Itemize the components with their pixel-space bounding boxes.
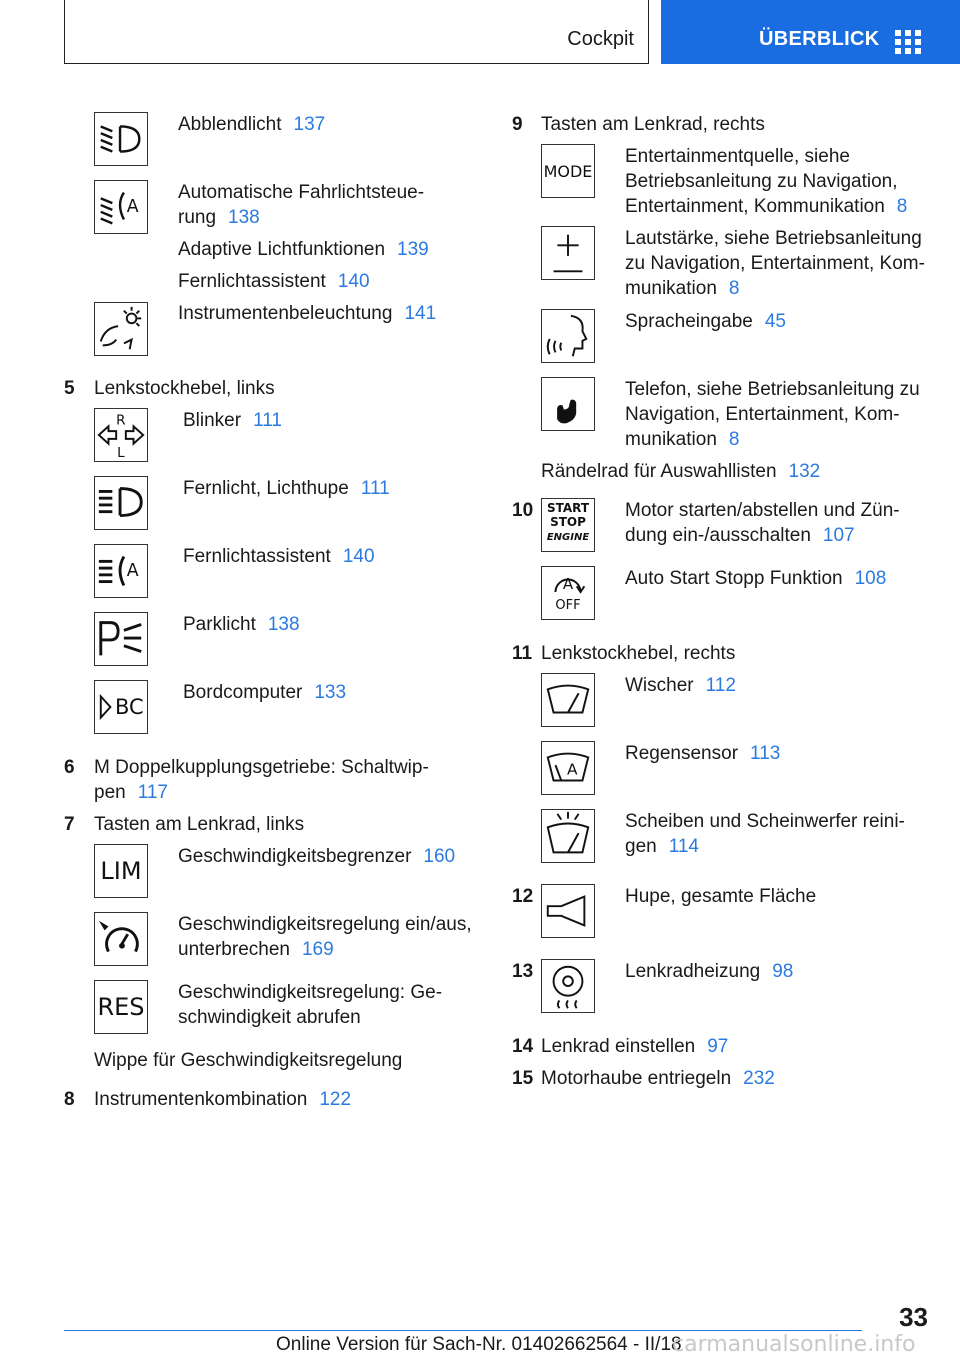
page-ref-link[interactable]: 108 bbox=[854, 568, 887, 589]
lim-button-icon: LIM bbox=[94, 844, 148, 898]
page-ref-link[interactable]: 8 bbox=[728, 429, 740, 450]
phone-icon bbox=[541, 377, 595, 431]
phone-text: Telefon, siehe Betriebsanleitung zu Navigation, Entertainment, Kom- munikation 8 bbox=[625, 379, 920, 450]
start-stop-text: Motor starten/abstellen und Zün- dung ein-/ausschalten 107 bbox=[625, 500, 900, 546]
page-ref-link[interactable]: 139 bbox=[397, 239, 429, 260]
page-ref-link[interactable]: 141 bbox=[404, 303, 437, 324]
raendelrad-text: Rändelrad für Auswahllisten 132 bbox=[541, 461, 821, 482]
hupe-text: Hupe, gesamte Fläche bbox=[625, 886, 817, 907]
item-number: 13 bbox=[512, 961, 534, 982]
scheiben-text: Scheiben und Scheinwerfer reini- gen 114 bbox=[625, 811, 905, 857]
page-ref-link[interactable]: 160 bbox=[423, 846, 456, 867]
voice-input-icon bbox=[541, 309, 595, 363]
page-ref-link[interactable]: 114 bbox=[668, 836, 699, 857]
footer-divider bbox=[64, 1330, 862, 1331]
grid-menu-icon[interactable] bbox=[895, 30, 921, 54]
page-ref-link[interactable]: 132 bbox=[788, 461, 821, 482]
item-heading: Lenkstockhebel, rechts bbox=[541, 643, 736, 664]
page-ref-link[interactable]: 113 bbox=[750, 743, 781, 764]
item-heading: Lenkstockhebel, links bbox=[94, 378, 275, 399]
svg-text:A: A bbox=[567, 760, 578, 779]
watermark: carmanualsonline.info bbox=[672, 1332, 916, 1357]
high-beam-assistant-icon bbox=[94, 544, 148, 598]
item-number: 12 bbox=[512, 886, 534, 907]
item-heading: M Doppelkupplungsgetriebe: Schaltwip- pen 117 bbox=[94, 757, 429, 803]
regensensor-text: Regensensor 113 bbox=[625, 743, 781, 764]
cruise-text: Geschwindigkeitsregelung ein/aus, unterbrechen 169 bbox=[178, 914, 472, 960]
auto-headlight-icon bbox=[94, 180, 148, 234]
item-heading: Instrumentenkombination 122 bbox=[94, 1089, 352, 1110]
instrumentenbeleuchtung-text: Instrumentenbeleuchtung 141 bbox=[178, 303, 437, 324]
page-ref-link[interactable]: 107 bbox=[822, 525, 855, 546]
res-text: Geschwindigkeitsregelung: Ge- schwindigkeit abrufen bbox=[178, 982, 443, 1028]
page-ref-link[interactable]: 137 bbox=[293, 114, 326, 135]
svg-text:R: R bbox=[116, 412, 126, 429]
instrument-lighting-icon bbox=[94, 302, 148, 356]
start-stop-button-icon: START STOP ENGINE bbox=[541, 498, 595, 552]
auto-start-stop-icon: A OFF bbox=[541, 566, 595, 620]
page-ref-link[interactable]: 138 bbox=[267, 614, 300, 635]
page-ref-link[interactable]: 122 bbox=[319, 1089, 352, 1110]
abblendlicht-text: Abblendlicht 137 bbox=[178, 114, 326, 135]
item-heading: Tasten am Lenkrad, rechts bbox=[541, 114, 765, 135]
fernlichtassistent-text: Fernlichtassistent 140 bbox=[178, 271, 370, 292]
steering-heating-icon bbox=[541, 959, 595, 1013]
rain-sensor-icon bbox=[541, 741, 595, 795]
fernlichtassistent2-text: Fernlichtassistent 140 bbox=[183, 546, 375, 567]
page-ref-link[interactable]: 111 bbox=[360, 478, 390, 499]
footer-text: Online Version für Sach-Nr. 01402662564 - II/18 bbox=[276, 1334, 682, 1355]
page-number: 33 bbox=[899, 1302, 928, 1332]
mode-text: Entertainmentquelle, siehe Betriebsanleitung zu Navigation, Entertainment, Kommunikation 8 bbox=[625, 146, 908, 217]
page-ref-link[interactable]: 45 bbox=[764, 311, 786, 332]
lim-text: Geschwindigkeitsbegrenzer 160 bbox=[178, 846, 456, 867]
page-ref-link[interactable]: 112 bbox=[705, 675, 736, 696]
volume-icon bbox=[541, 226, 595, 280]
page-ref-link[interactable]: 140 bbox=[337, 271, 370, 292]
parklicht-text: Parklicht 138 bbox=[183, 614, 300, 635]
voice-text: Spracheingabe 45 bbox=[625, 311, 786, 332]
page-ref-link[interactable]: 138 bbox=[228, 207, 260, 228]
bordcomputer-text: Bordcomputer 133 bbox=[183, 682, 347, 703]
wischer-text: Wischer 112 bbox=[625, 675, 736, 696]
auto-licht-text: Automatische Fahrlichtsteue- rung 138 bbox=[178, 182, 425, 228]
board-computer-icon: BC bbox=[94, 680, 148, 734]
svg-text:L: L bbox=[117, 445, 125, 461]
turn-signal-icon bbox=[94, 408, 148, 462]
lenkradheizung-text: Lenkradheizung 98 bbox=[625, 961, 794, 982]
item-number: 10 bbox=[512, 500, 534, 521]
item-heading: Tasten am Lenkrad, links bbox=[94, 814, 305, 835]
volume-text: Lautstärke, siehe Betriebsanleitung zu Navigation, Entertainment, Kom- munikation 8 bbox=[625, 228, 925, 299]
item-number: 7 bbox=[64, 814, 75, 835]
mode-button-icon: MODE bbox=[541, 144, 595, 198]
washer-icon bbox=[541, 809, 595, 863]
item-heading: Lenkrad einstellen 97 bbox=[541, 1036, 729, 1057]
item-number: 5 bbox=[64, 378, 75, 399]
item-number: 8 bbox=[64, 1089, 75, 1110]
wippe-text: Wippe für Geschwindigkeitsregelung bbox=[94, 1050, 403, 1071]
header-section-box bbox=[64, 0, 649, 64]
item-number: 11 bbox=[512, 643, 533, 664]
horn-icon bbox=[541, 884, 595, 938]
fernlicht-text: Fernlicht, Lichthupe 111 bbox=[183, 478, 390, 499]
item-number: 6 bbox=[64, 757, 75, 778]
svg-text:A: A bbox=[126, 560, 139, 581]
page-ref-link[interactable]: 140 bbox=[342, 546, 375, 567]
res-button-icon: RES bbox=[94, 980, 148, 1034]
page-ref-link[interactable]: 97 bbox=[707, 1036, 729, 1057]
adaptive-text: Adaptive Lichtfunktionen 139 bbox=[178, 239, 429, 260]
section-title: Cockpit bbox=[567, 28, 634, 50]
cruise-control-icon bbox=[94, 912, 148, 966]
page-ref-link[interactable]: 133 bbox=[314, 682, 347, 703]
page-ref-link[interactable]: 117 bbox=[137, 782, 168, 803]
page-ref-link[interactable]: 232 bbox=[743, 1068, 775, 1089]
item-number: 15 bbox=[512, 1068, 534, 1089]
blinker-text: Blinker 111 bbox=[183, 410, 282, 431]
low-beam-icon bbox=[94, 112, 148, 166]
item-number: 9 bbox=[512, 114, 523, 135]
page-ref-link[interactable]: 98 bbox=[772, 961, 794, 982]
page-ref-link[interactable]: 8 bbox=[728, 278, 740, 299]
svg-text:A: A bbox=[126, 196, 139, 217]
item-heading: Motorhaube entriegeln 232 bbox=[541, 1068, 775, 1089]
page-ref-link[interactable]: 169 bbox=[301, 939, 334, 960]
chapter-title: ÜBERBLICK bbox=[759, 28, 880, 50]
item-number: 14 bbox=[512, 1036, 534, 1057]
autostart-text: Auto Start Stopp Funktion 108 bbox=[625, 568, 887, 589]
page-ref-link[interactable]: 8 bbox=[896, 196, 908, 217]
high-beam-icon bbox=[94, 476, 148, 530]
page-ref-link[interactable]: 111 bbox=[253, 410, 282, 431]
wiper-icon bbox=[541, 673, 595, 727]
parking-light-icon bbox=[94, 612, 148, 666]
chapter-tab[interactable] bbox=[661, 0, 960, 64]
